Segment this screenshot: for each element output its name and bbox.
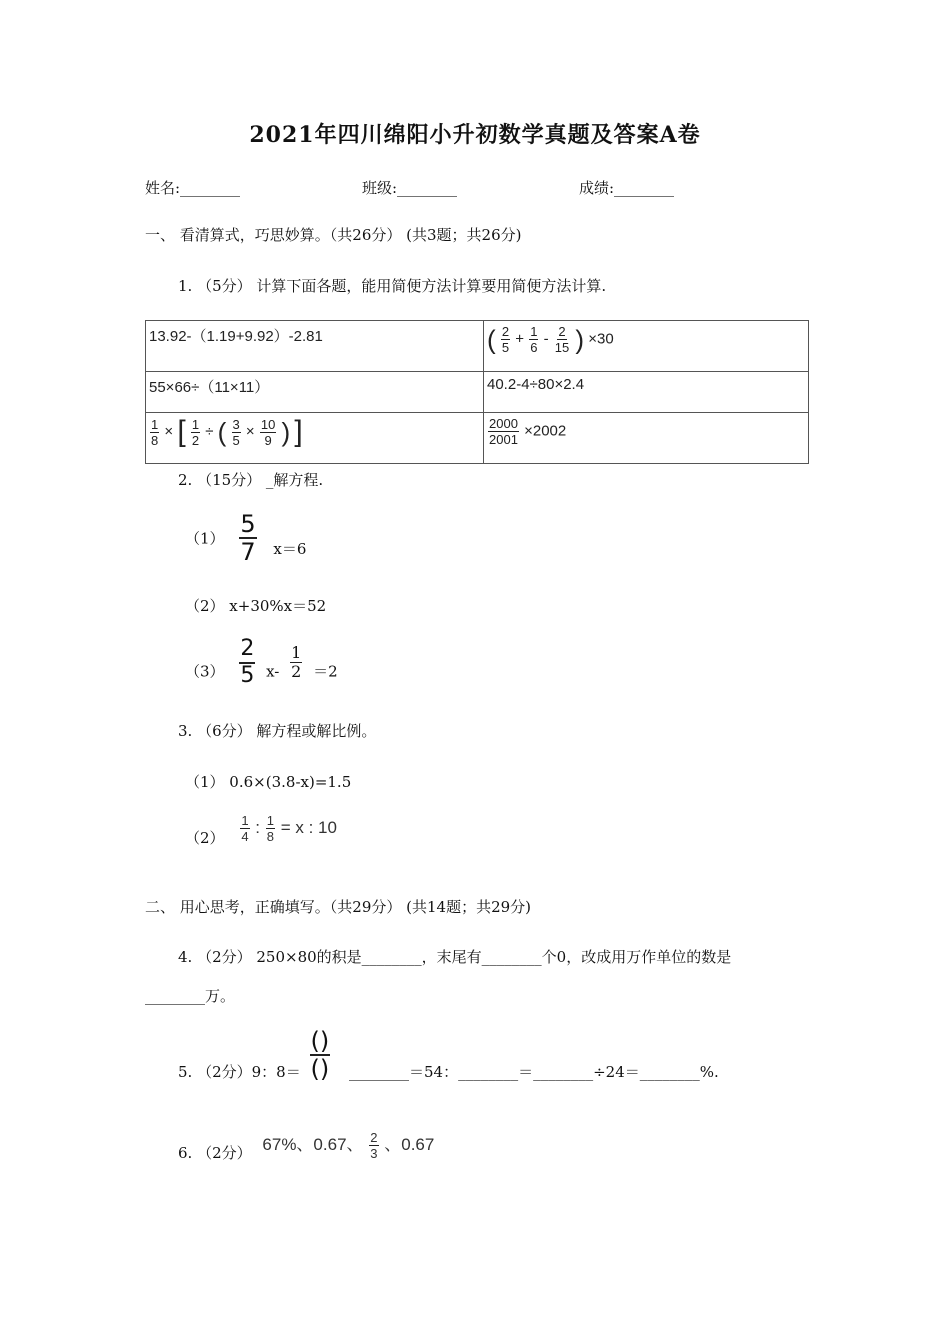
question-prefix: 6. （2分） [178,1144,252,1162]
calc-expression: 40.2-4÷80×2.4 [487,376,585,393]
calc-expression: 55×66÷（11×11） [149,379,270,396]
fraction: $\frac{1}{2}$ [191,416,200,448]
fraction: $\frac{10}{9}$ [260,416,276,448]
section-2-heading: 二、 用心思考，正确填写。（共29分） (共14题；共29分) [145,898,532,916]
equation-4: （1） 0.6×(3.8-x)=1.5 [185,773,352,791]
calculation-table [145,320,809,464]
item-label: （3） [185,662,225,681]
divide-sign: ÷ [205,422,214,440]
score-field: 成绩:________ [579,179,675,197]
fraction: $\frac{1}{2}$ [291,643,302,681]
proportion-tail: = x : 10 [280,817,337,837]
calc-expression: 13.92-（1.19+9.92）-2.81 [149,328,323,345]
fraction: $\frac{2}{5}$ [501,324,510,355]
fraction: $\frac{1}{8}$ [266,813,274,844]
item-label: （2） [185,828,225,847]
times-sign: × [245,422,255,440]
fraction: $\frac{1}{8}$ [151,416,159,448]
calc-cell [146,413,484,464]
paren-open: ( [217,417,227,447]
calc-cell [146,321,484,372]
proportion-image [239,813,337,844]
number-list-part: 67%、0.67、 [262,1135,364,1154]
calc-cell [484,321,809,372]
fraction: $\frac{1}{4}$ [241,813,249,844]
times-sign: × [164,422,174,440]
bracket-close: ] [294,415,303,448]
fraction: $\frac{2}{15}$ [554,324,570,355]
fraction: $\frac{5}{7}$ [240,510,256,566]
question-5 [178,1029,719,1082]
calc-cell [146,372,484,413]
fraction: $\frac{3}{5}$ [232,416,240,448]
page-title: 2021年四川绵阳小升初数学真题及答案A卷 [249,122,701,148]
question-2: 2. （15分） _解方程. [178,471,324,489]
fraction: $\frac{()}{()}$ [310,1027,330,1083]
calc-tail: ×30 [588,330,614,348]
equation-1 [185,512,306,564]
calc-cell [484,413,809,464]
number-list-part: 、0.67 [384,1135,435,1154]
number-list-image [262,1130,435,1162]
equation-3 [185,638,338,687]
equation-5 [185,814,337,848]
item-label: （1） [185,529,225,548]
minus-sign: - [543,330,549,348]
name-field: 姓名:________ [145,179,241,197]
plus-sign: + [515,330,525,348]
question-1: 1. （5分） 计算下面各题，能用简便方法计算要用简便方法计算. [178,277,607,295]
calc-tail: ×2002 [524,422,567,440]
paren-open: ( [487,324,496,355]
fraction: $\frac{1}{6}$ [530,324,538,355]
paren-close: ) [281,417,291,447]
question-prefix: 5. （2分）9：8＝ [178,1063,301,1081]
equation-tail: x＝6 [273,540,307,558]
equation-2: （2） x+30%x＝52 [185,597,327,615]
question-4-line-1: 4. （2分） 250×80的积是________，末尾有________个0，改成用万作单位的数是 [178,948,732,966]
colon: : [255,817,261,837]
calc-cell [484,372,809,413]
question-4-line-2: ________万。 [145,987,236,1005]
paren-close: ) [575,324,585,355]
fraction: $\frac{2}{5}$ [240,636,255,688]
equation-tail: ＝2 [313,662,338,681]
question-suffix: ________＝54：________＝________÷24＝________%. [349,1063,719,1081]
class-field: 班级:________ [362,179,458,197]
question-6 [178,1130,434,1163]
fraction: $\frac{2000}{2001}$ [489,416,518,447]
equation-mid: x- [266,662,280,681]
fraction: $\frac{2}{3}$ [370,1130,378,1162]
section-1-heading: 一、 看清算式，巧思妙算。（共26分） (共3题；共26分) [145,226,522,244]
question-3: 3. （6分） 解方程或解比例。 [178,722,377,740]
bracket-open: [ [177,415,186,448]
